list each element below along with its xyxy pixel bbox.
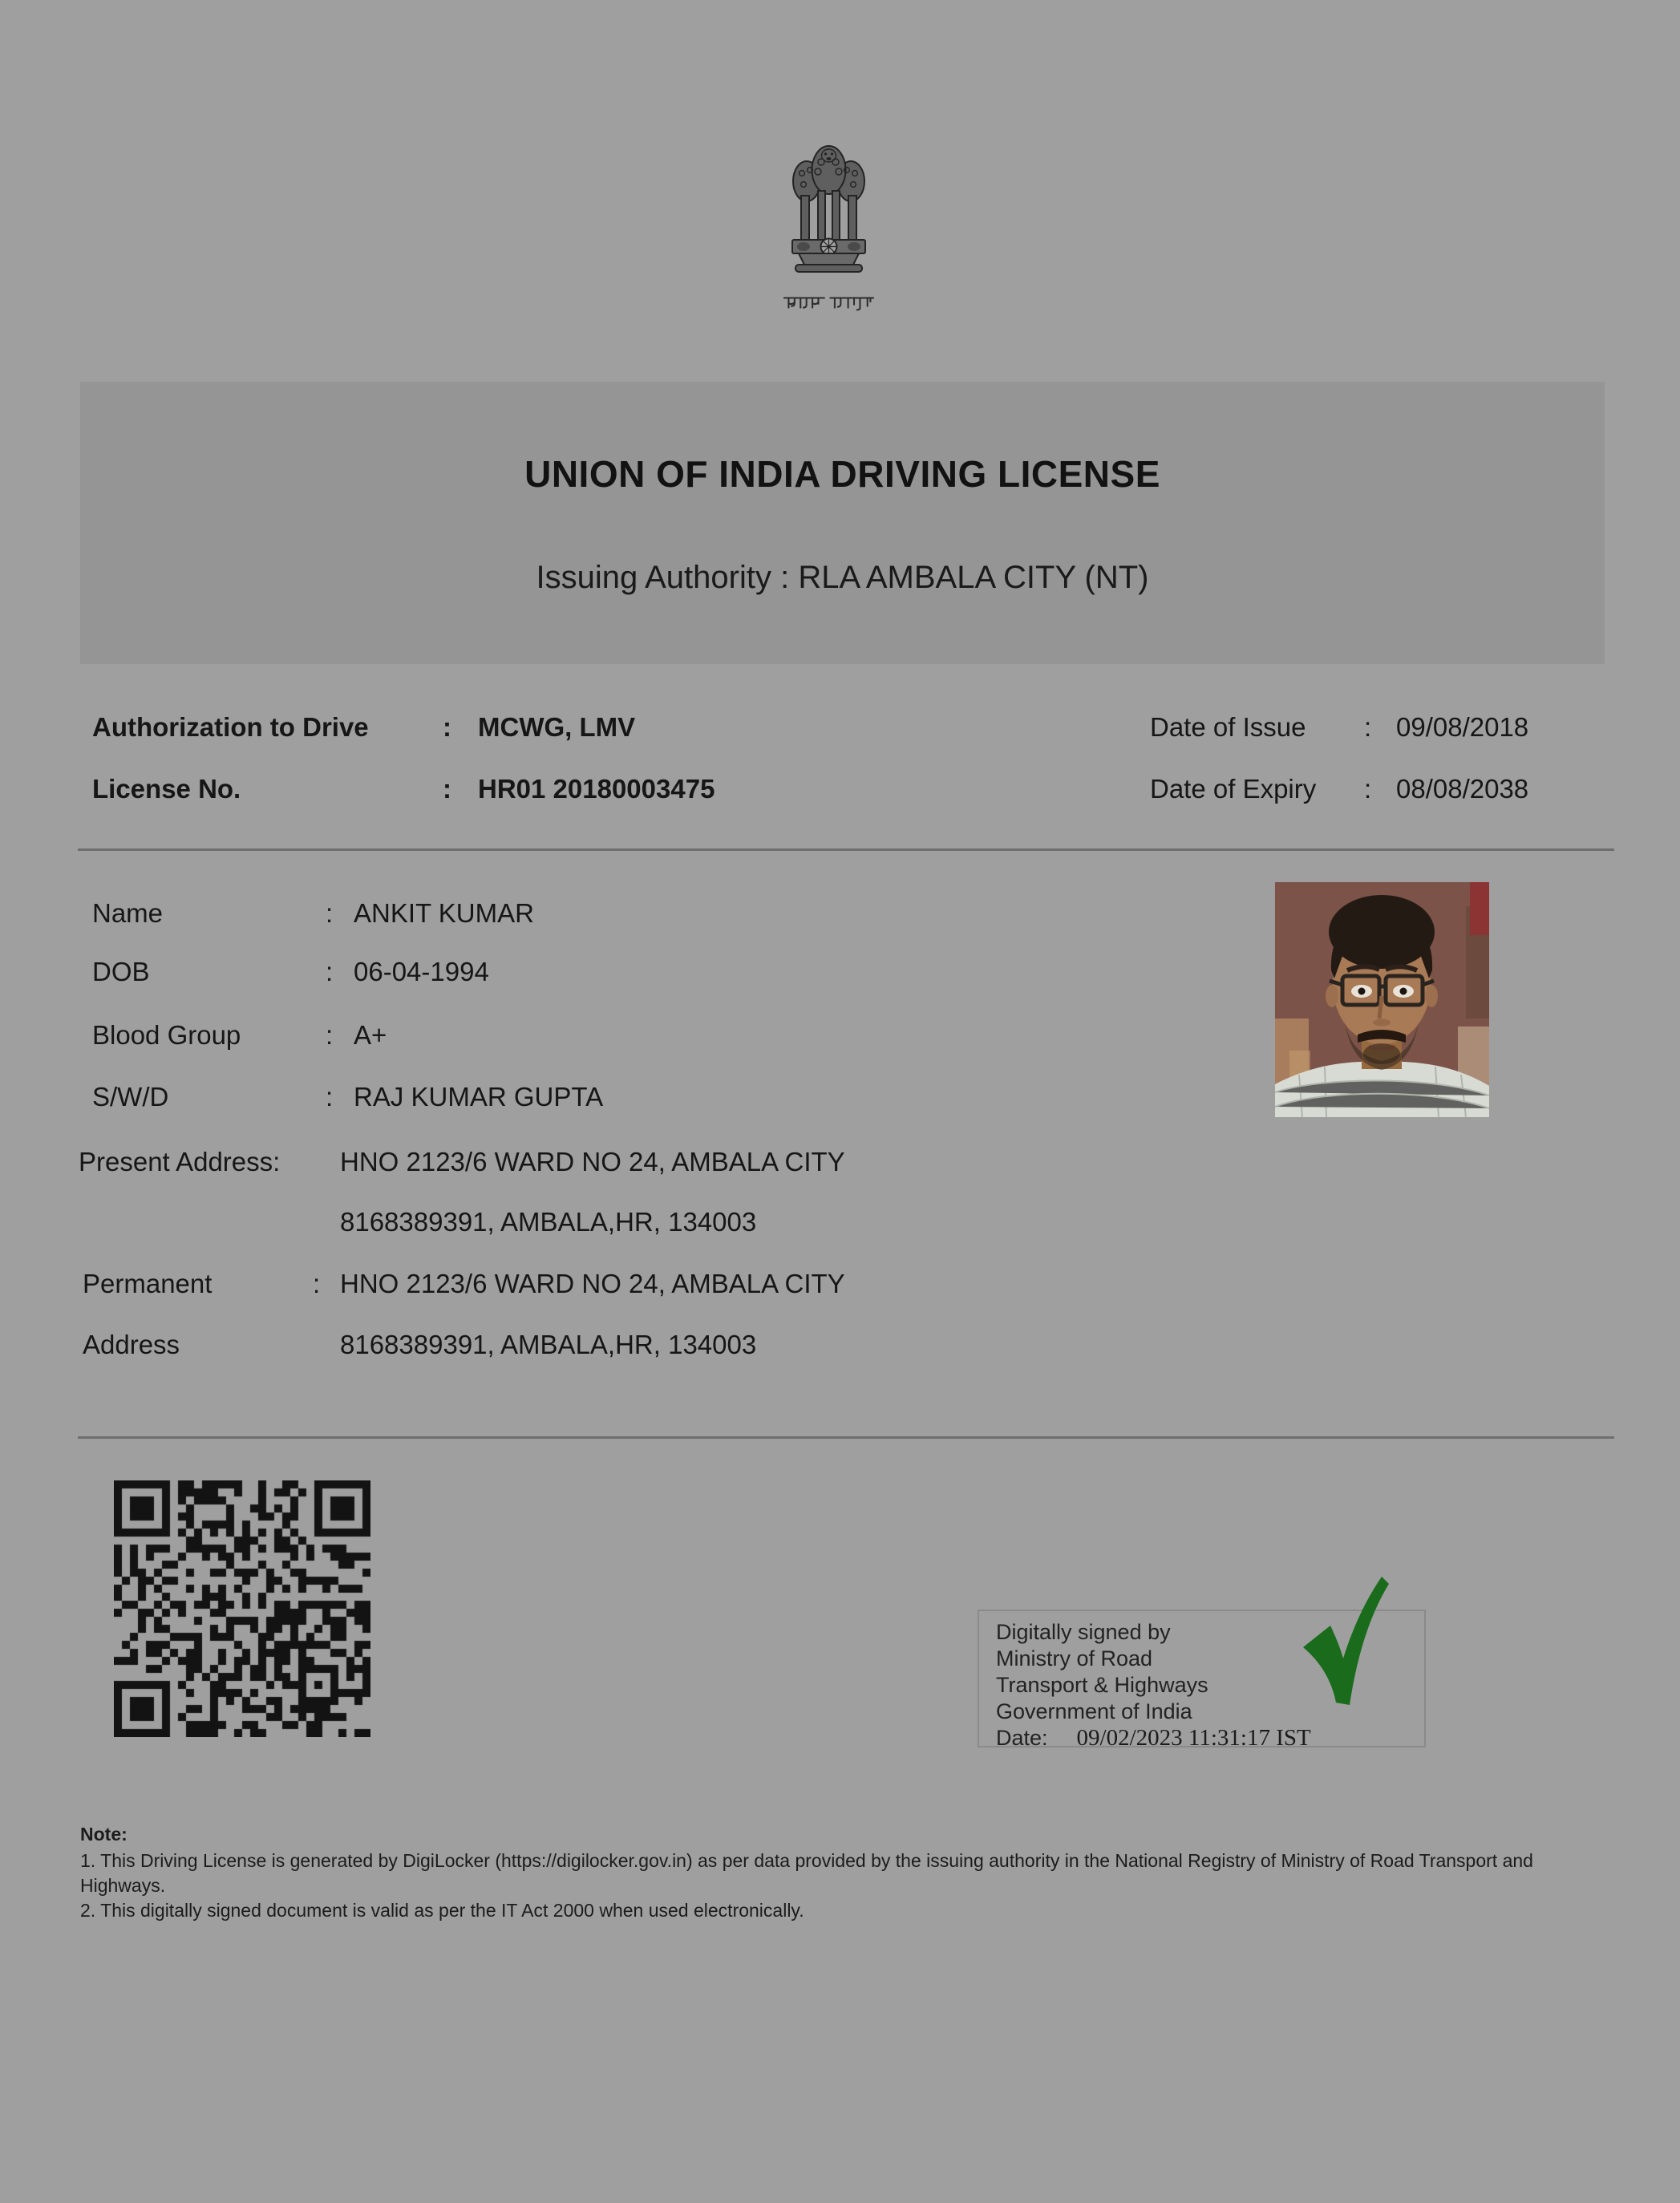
date-of-issue-value: 09/08/2018 — [1396, 712, 1529, 742]
swd-label: S/W/D — [92, 1082, 169, 1112]
signature-line: Transport & Highways — [996, 1673, 1208, 1697]
blood-group-value: A+ — [354, 1020, 387, 1050]
blood-group-label: Blood Group — [92, 1020, 241, 1050]
date-of-issue-row — [1150, 709, 1528, 746]
signature-line: Ministry of Road — [996, 1646, 1153, 1670]
authorization-row — [92, 709, 635, 746]
green-checkmark-icon — [1297, 1573, 1391, 1708]
qr-code — [114, 1480, 370, 1737]
note-item-2: 2. This digitally signed document is valid as per the IT Act 2000 when used electronically. — [80, 1900, 804, 1921]
swd-row — [92, 1079, 603, 1116]
colon-separator: : — [1364, 712, 1372, 742]
date-of-issue-label: Date of Issue — [1150, 712, 1306, 742]
dob-label: DOB — [92, 957, 150, 986]
permanent-address-row2 — [83, 1326, 756, 1363]
colon-separator: : — [1364, 774, 1372, 804]
holder-photo — [1275, 882, 1489, 1117]
national-emblem — [776, 135, 880, 315]
colon-separator: : — [326, 898, 334, 928]
satyameva-jayate-motto — [783, 294, 875, 313]
permanent-address-row — [83, 1266, 845, 1302]
note-section — [80, 1822, 1548, 1923]
present-address-line1: HNO 2123/6 WARD NO 24, AMBALA CITY — [340, 1147, 845, 1176]
signature-date-label: Date: — [996, 1726, 1048, 1750]
dob-value: 06-04-1994 — [354, 957, 489, 986]
license-number-value: HR01 20180003475 — [478, 774, 715, 804]
authorization-label: Authorization to Drive — [92, 712, 369, 742]
date-of-expiry-row — [1150, 771, 1528, 808]
blood-group-row — [92, 1017, 387, 1054]
permanent-address-line1: HNO 2123/6 WARD NO 24, AMBALA CITY — [340, 1269, 845, 1298]
header-band — [80, 382, 1605, 664]
signature-date-row — [996, 1725, 1424, 1751]
signature-line: Digitally signed by — [996, 1620, 1171, 1644]
colon-separator: : — [326, 957, 334, 986]
colon-separator: : — [326, 1082, 334, 1112]
colon-separator: : — [326, 1020, 334, 1050]
permanent-address-label2: Address — [83, 1330, 180, 1359]
swd-value: RAJ KUMAR GUPTA — [354, 1082, 604, 1112]
name-row — [92, 895, 534, 932]
note-item-1: 1. This Driving License is generated by DigiLocker (https://digilocker.gov.in) as per data provided by the issuing authority in the National Registry of Ministry of Road Transport and Highways. — [80, 1850, 1533, 1896]
authorization-value: MCWG, LMV — [478, 712, 636, 742]
document-title: UNION OF INDIA DRIVING LICENSE — [524, 453, 1160, 495]
present-address-line2: 8168389391, AMBALA,HR, 134003 — [340, 1207, 757, 1237]
colon-separator: : — [313, 1269, 321, 1298]
date-of-expiry-label: Date of Expiry — [1150, 774, 1317, 804]
permanent-address-line2: 8168389391, AMBALA,HR, 134003 — [340, 1330, 757, 1359]
license-number-row — [92, 771, 715, 808]
note-heading: Note: — [80, 1824, 128, 1845]
date-of-expiry-value: 08/08/2038 — [1396, 774, 1529, 804]
dob-row — [92, 954, 489, 990]
signature-date-value: 09/02/2023 11:31:17 IST — [1076, 1725, 1311, 1751]
license-number-label: License No. — [92, 774, 241, 804]
horizontal-divider — [78, 1436, 1614, 1439]
name-value: ANKIT KUMAR — [354, 898, 534, 928]
colon-separator: : — [443, 712, 451, 742]
colon-separator: : — [443, 774, 451, 804]
permanent-address-label: Permanent — [83, 1269, 213, 1298]
issuing-authority: Issuing Authority : RLA AMBALA CITY (NT) — [536, 560, 1149, 595]
horizontal-divider — [78, 848, 1614, 851]
present-address-label: Present Address: — [79, 1147, 281, 1176]
lion-capital-icon — [783, 135, 875, 289]
signature-line: Government of India — [996, 1699, 1192, 1723]
present-address-row — [79, 1144, 845, 1180]
name-label: Name — [92, 898, 164, 928]
